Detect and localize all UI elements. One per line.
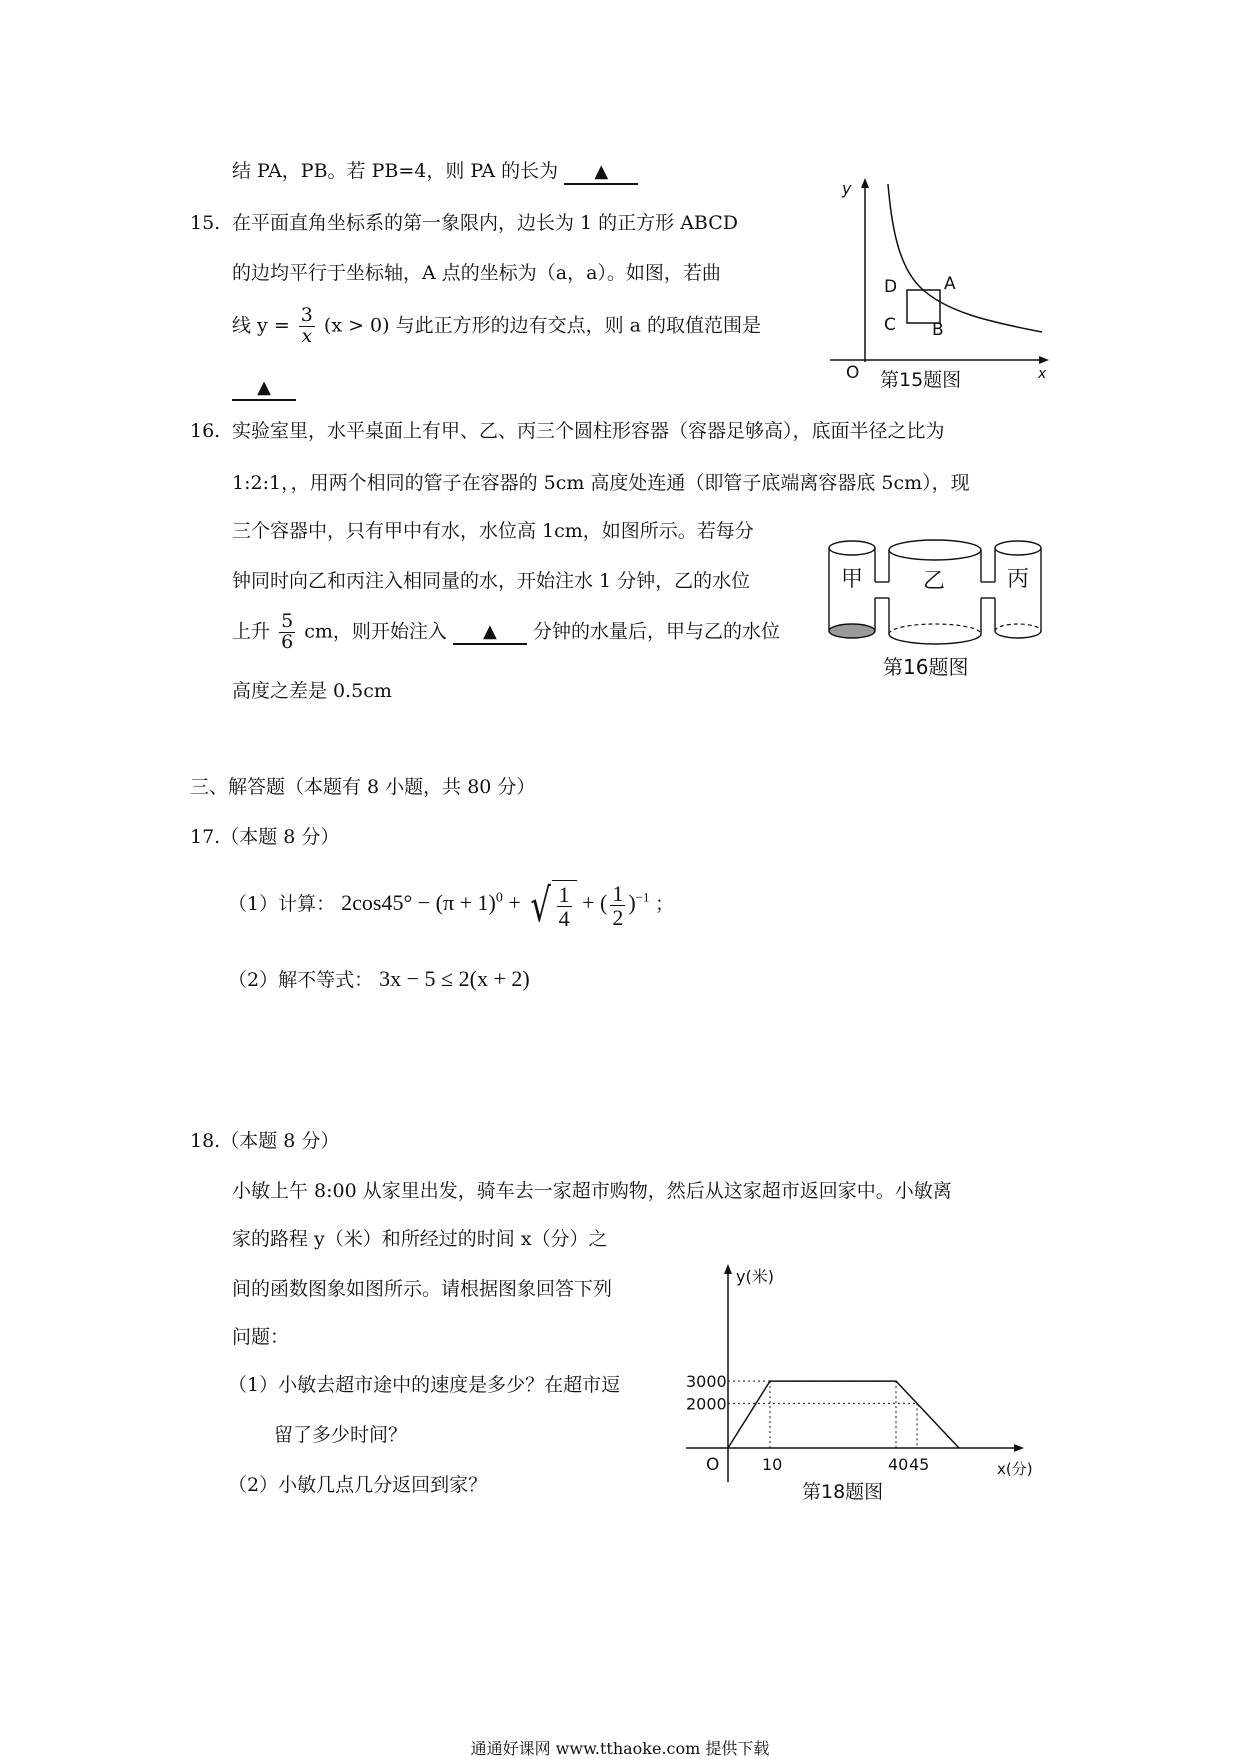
container-yi-bottom — [889, 634, 981, 644]
triangle-marker: ▲ — [483, 621, 497, 643]
q15-line3 — [232, 306, 761, 347]
q16-line6: 高度之差是 0.5cm — [232, 680, 392, 702]
q15-fraction — [299, 306, 315, 347]
radical-sign-icon: √ — [530, 878, 552, 933]
guide-lines — [728, 1381, 918, 1448]
container-bing-bottom — [995, 631, 1041, 638]
label-d: D — [884, 277, 898, 297]
q18-sub1a: （1）小敏去超市途中的速度是多少？在超市逗 — [228, 1374, 621, 1396]
fraction-denominator: 4 — [558, 906, 570, 932]
tick-labels — [686, 1372, 929, 1474]
container-bing-bottom-hidden — [995, 624, 1041, 631]
q16-line2: 1:2:1，，用两个相同的管子在容器的 5cm 高度处连通（即管子底端离容器底 5cm），现 — [232, 472, 970, 494]
q17-part2-label: （2）解不等式： — [228, 969, 374, 991]
container-yi-bottom-hidden — [889, 624, 981, 634]
label-jia: 甲 — [841, 567, 864, 592]
triangle-marker: ▲ — [257, 377, 271, 398]
q14-tail-line — [232, 160, 638, 185]
q17-part2 — [228, 966, 530, 992]
q17-header: 17.（本题 8 分） — [190, 826, 340, 848]
q17-part1 — [228, 878, 674, 933]
q16-line5 — [232, 612, 780, 653]
x-axis-label: x(分) — [997, 1460, 1033, 1478]
q16-line5-mid: cm，则开始注入 — [304, 620, 447, 643]
y-axis-arrow — [724, 1264, 732, 1274]
square-abcd — [907, 290, 940, 323]
q16-line3: 三个容器中，只有甲中有水，水位高 1cm，如图所示。若每分 — [232, 520, 754, 542]
q16-line5-post: 分钟的水量后，甲与乙的水位 — [532, 620, 780, 643]
fraction-numerator: 1 — [558, 882, 570, 907]
hyperbola-curve — [888, 184, 1042, 332]
origin-label: O — [846, 363, 860, 383]
container-jia — [829, 541, 875, 638]
q15-figure-caption: 第15题图 — [880, 369, 962, 391]
y-axis-arrow — [861, 178, 869, 188]
q16-figure-caption: 第16题图 — [883, 655, 969, 679]
x-axis-label: x — [1038, 366, 1047, 382]
y-tick-label: 2000 — [686, 1394, 727, 1414]
y-tick-label: 3000 — [686, 1372, 727, 1392]
label-yi: 乙 — [923, 569, 946, 594]
q16-figure — [825, 536, 1055, 686]
label-c: C — [884, 315, 896, 335]
q17-part1-expr — [341, 878, 655, 933]
expr-cos-term: 2cos45° − (π + 1) — [341, 890, 496, 916]
footer-credit: 通通好课网 www.tthaoke.com 提供下载 — [470, 1739, 770, 1758]
container-bing — [995, 541, 1041, 638]
exponent-neg-one: −1 — [635, 889, 650, 905]
q16-line5-pre: 上升 — [232, 620, 271, 643]
q18-line3: 间的函数图象如图所示。请根据图象回答下列 — [232, 1278, 613, 1300]
q18-figure-caption: 第18题图 — [802, 1481, 884, 1502]
sqrt-term — [526, 878, 576, 933]
x-axis-arrow — [1014, 1444, 1024, 1452]
fraction-denominator: x — [301, 324, 313, 347]
fraction-denominator: 6 — [281, 630, 294, 653]
q18-line4: 问题： — [232, 1326, 290, 1348]
half-fraction — [610, 882, 625, 929]
fraction-numerator: 1 — [612, 880, 624, 906]
q15-line3-post: (x > 0) 与此正方形的边有交点，则 a 的取值范围是 — [323, 314, 761, 337]
triangle-marker: ▲ — [594, 161, 609, 182]
label-b: B — [932, 320, 944, 340]
close-paren: ) — [628, 890, 636, 916]
container-yi-top — [889, 540, 981, 560]
label-bing: 丙 — [1007, 567, 1030, 592]
q15-line3-pre: 线 y = — [232, 314, 290, 337]
series-line — [728, 1381, 959, 1448]
q16-line4: 钟同时向乙和丙注入相同量的水，开始注水 1 分钟，乙的水位 — [232, 570, 751, 592]
x-axis-arrow — [1039, 356, 1049, 364]
container-bing-top — [995, 541, 1041, 555]
label-a: A — [944, 274, 956, 294]
q18-line2: 家的路程 y（米）和所经过的时间 x（分）之 — [232, 1228, 608, 1250]
fraction-numerator: 3 — [300, 304, 313, 326]
q18-line1: 小敏上午 8:00 从家里出发，骑车去一家超市购物，然后从这家超市返回家中。小敏离 — [232, 1180, 952, 1202]
y-axis-label: y(米) — [736, 1267, 774, 1286]
section3-title: 三、解答题（本题有 8 小题，共 80 分） — [190, 776, 536, 798]
container-jia-top — [829, 541, 875, 555]
origin-label: O — [706, 1455, 720, 1475]
q15-figure — [820, 172, 1050, 402]
q16-number: 16. — [190, 420, 221, 442]
x-tick-label: 40 — [888, 1455, 909, 1474]
q18-sub2: （2）小敏几点几分返回到家？ — [228, 1474, 488, 1496]
q18-sub1b: 留了多少时间？ — [274, 1424, 408, 1446]
y-axis-label: y — [842, 179, 852, 198]
q16-line1: 实验室里，水平桌面上有甲、乙、丙三个圆柱形容器（容器足够高），底面半径之比为 — [232, 420, 945, 442]
q17-part1-end: ； — [654, 893, 674, 916]
q17-part1-label: （1）计算： — [228, 893, 336, 916]
plus-paren: + ( — [582, 890, 608, 916]
exponent-zero: 0 — [495, 890, 503, 906]
q18-figure — [682, 1262, 1062, 1502]
q16-fraction — [279, 612, 295, 653]
q17-part2-expr: 3x − 5 ≤ 2(x + 2) — [379, 966, 530, 991]
q15-answer-blank — [232, 376, 296, 401]
q15-line1: 在平面直角坐标系的第一象限内，边长为 1 的正方形 ABCD — [232, 212, 739, 234]
fraction-numerator: 5 — [281, 610, 294, 632]
container-yi — [889, 540, 981, 644]
q14-answer-blank — [564, 160, 638, 185]
water-level — [829, 624, 875, 638]
q18-header: 18.（本题 8 分） — [190, 1130, 340, 1152]
q16-answer-blank — [453, 620, 527, 645]
q15-line2: 的边均平行于坐标轴，A 点的坐标为（a，a）。如图，若曲 — [232, 262, 721, 284]
plus-sign: + — [508, 890, 521, 916]
sqrt-fraction — [557, 883, 572, 930]
q15-blank-line — [232, 376, 296, 401]
x-tick-label: 10 — [762, 1455, 783, 1474]
q15-number: 15. — [190, 212, 221, 234]
x-tick-label: 45 — [909, 1455, 930, 1474]
fraction-denominator: 2 — [612, 904, 624, 930]
q14-tail-text: 结 PA，PB。若 PB=4，则 PA 的长为 — [232, 160, 559, 182]
